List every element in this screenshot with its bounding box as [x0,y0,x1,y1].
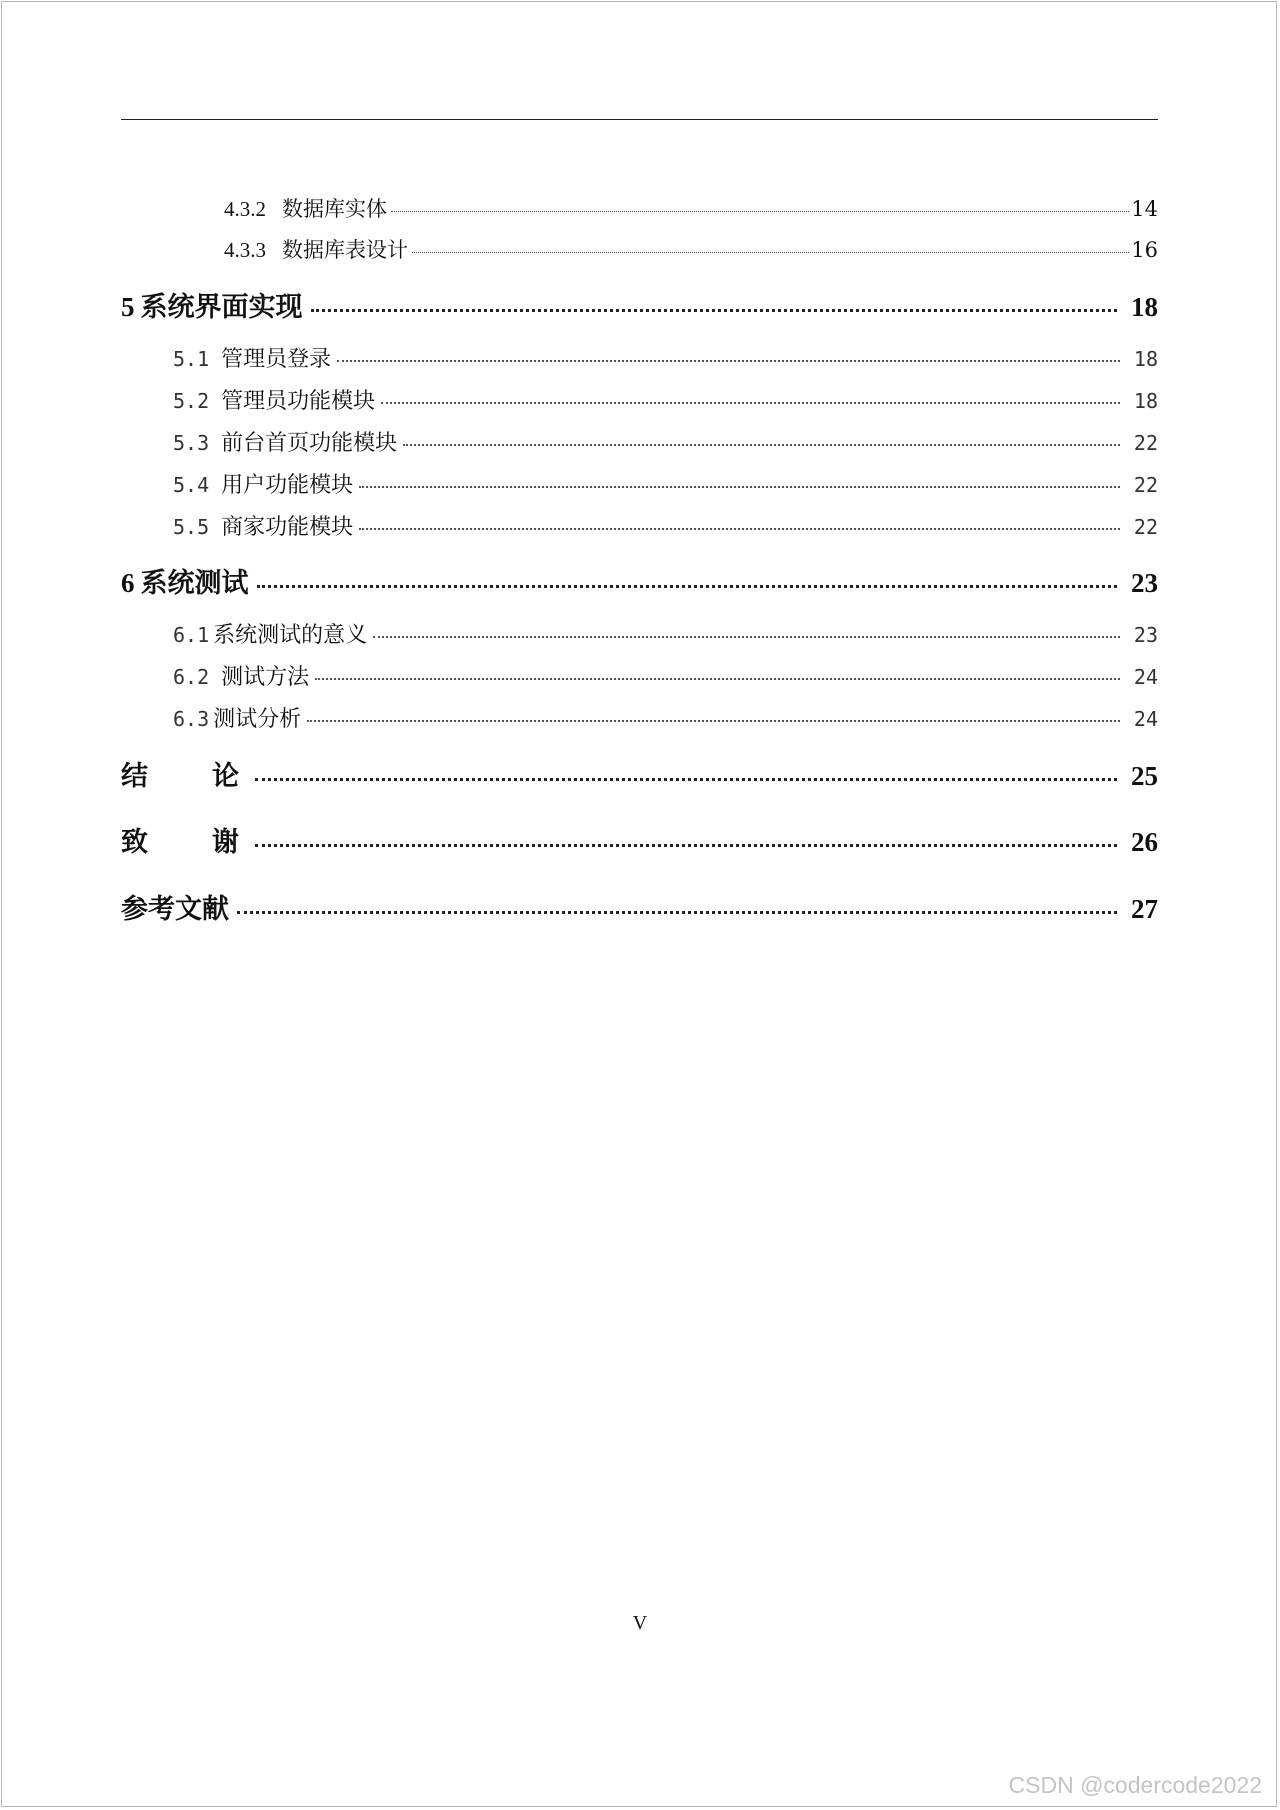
watermark: CSDN @codercode2022 [1008,1772,1262,1798]
toc-entry-6[interactable] [121,561,1158,600]
dot-leader [255,758,1117,785]
toc-entry-page: 22 [1133,515,1158,539]
dot-leader [359,512,1120,534]
toc-entry-page: 14 [1131,197,1158,221]
toc-entry-number: 5.4 [173,473,210,497]
toc-entry-5-2[interactable] [173,384,1158,415]
toc-entry-page: 16 [1131,238,1158,262]
toc-entry-6-1[interactable] [173,618,1158,649]
toc-entry-title: 系统测试的意义 [213,623,368,648]
toc-entry-page: 27 [1131,894,1158,924]
dot-leader [359,470,1120,492]
toc-entry-page: 22 [1133,473,1158,497]
toc-entry-acknowledgements[interactable] [121,820,1158,859]
toc-entry-6-2[interactable] [173,660,1158,691]
header-rule [121,119,1158,120]
toc-entry-title: 结论 [121,761,303,792]
toc-entry-title: 用户功能模块 [221,473,354,498]
footer-page-number: V [632,1612,648,1634]
toc-entry-number: 4.3.3 [224,238,266,262]
toc-entry-title: 前台首页功能模块 [221,431,398,456]
toc-entry-page: 26 [1131,827,1158,857]
toc-entry-references[interactable] [121,887,1158,926]
toc-entry-number: 5.2 [173,389,210,413]
toc-entry-number: 5.3 [173,431,210,455]
toc-entry-title: 管理员功能模块 [221,389,376,414]
toc-entry-title: 数据库表设计 [282,238,408,262]
toc-entry-title: 商家功能模块 [221,515,354,540]
toc-entry-5-4[interactable] [173,468,1158,499]
toc-entry-title: 测试方法 [221,665,310,690]
dot-leader [337,344,1120,366]
dot-leader [403,428,1120,450]
toc-entry-4-3-3[interactable] [224,234,1158,264]
toc-entry-title: 数据库实体 [282,197,387,221]
dot-leader [412,236,1129,257]
toc-entry-title: 测试分析 [213,707,302,732]
dot-leader [315,662,1120,684]
toc-entry-5-5[interactable] [173,510,1158,541]
toc-entry-number: 6.2 [173,665,210,689]
toc-entry-number: 6.1 [173,623,210,647]
toc-entry-5[interactable] [121,285,1158,324]
toc-entry-page: 18 [1131,292,1158,322]
dot-leader [373,620,1120,642]
toc-entry-number: 6.3 [173,707,210,731]
toc-entry-4-3-2[interactable] [224,193,1158,223]
toc-entry-page: 23 [1133,623,1158,647]
dot-leader [391,195,1129,216]
toc-entry-page: 18 [1133,389,1158,413]
toc-entry-number: 5.5 [173,515,210,539]
toc-entry-5-1[interactable] [173,342,1158,373]
toc-entry-page: 23 [1131,568,1158,598]
toc-entry-number: 5.1 [173,347,210,371]
dot-leader [381,386,1120,408]
dot-leader [255,824,1117,851]
toc-entry-page: 25 [1131,761,1158,791]
dot-leader [307,704,1120,726]
toc-entry-page: 18 [1133,347,1158,371]
dot-leader [311,289,1118,316]
toc-entry-title: 致谢 [121,827,303,858]
toc-entry-page: 24 [1133,665,1158,689]
toc-entry-number: 5 [121,292,135,322]
toc-entry-number: 4.3.2 [224,197,266,221]
toc-entry-title: 系统测试 [140,568,249,599]
toc-entry-conclusion[interactable] [121,754,1158,793]
toc-entry-6-3[interactable] [173,702,1158,733]
toc-entry-page: 24 [1133,707,1158,731]
dot-leader [237,891,1117,918]
toc-entry-title: 参考文献 [121,894,229,925]
toc-entry-title: 系统界面实现 [140,292,303,323]
toc-entry-page: 22 [1133,431,1158,455]
toc-entry-5-3[interactable] [173,426,1158,457]
toc-entry-title: 管理员登录 [221,347,332,372]
dot-leader [257,565,1118,592]
toc-entry-number: 6 [121,568,135,598]
